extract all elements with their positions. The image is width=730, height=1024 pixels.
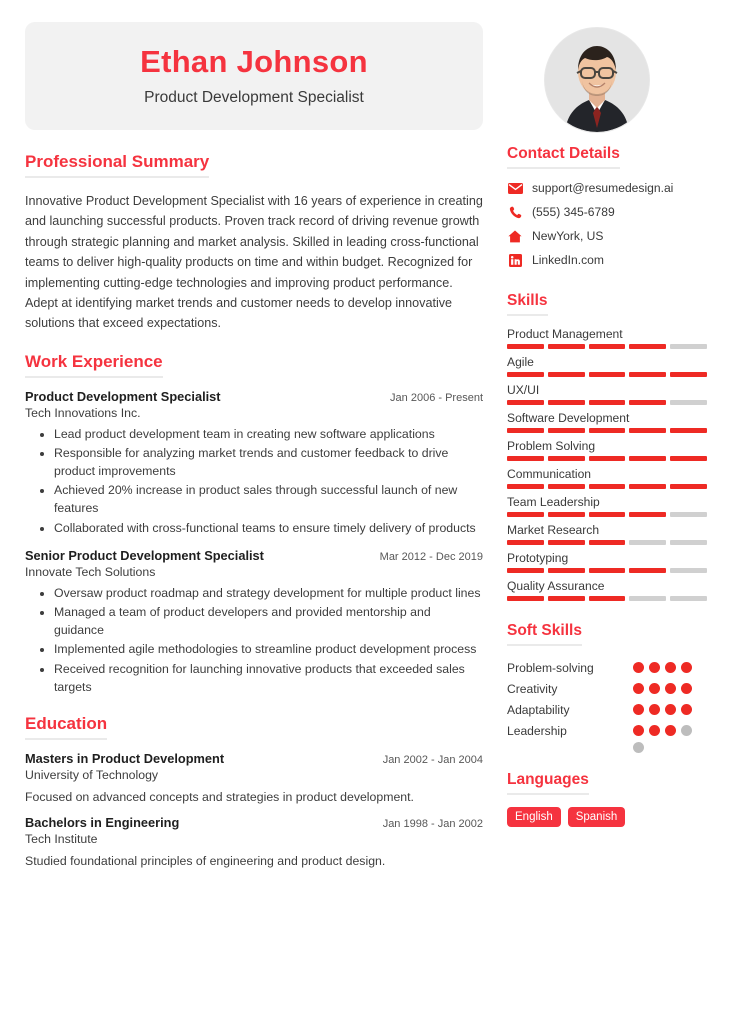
- contact-item-email[interactable]: [507, 181, 707, 195]
- skill-level-bar: [507, 484, 707, 489]
- skill-segment: [589, 484, 626, 489]
- skill-segment: [589, 456, 626, 461]
- skill-segment: [548, 596, 585, 601]
- skill-level-bar: [507, 344, 707, 349]
- skill-label: Communication: [507, 467, 592, 481]
- section-heading-languages: Languages: [507, 771, 589, 795]
- skill-item: [507, 355, 707, 377]
- skill-segment: [670, 540, 707, 545]
- contact-item-phone[interactable]: [507, 205, 707, 219]
- section-contact-details: [507, 145, 707, 267]
- soft-skill-rating: [633, 662, 707, 673]
- skill-item: [507, 383, 707, 405]
- work-entry-org: Innovate Tech Solutions: [25, 564, 156, 579]
- section-professional-summary: [25, 152, 483, 334]
- rating-dot: [633, 683, 644, 694]
- section-soft-skills: [507, 622, 707, 753]
- work-entry-date: Mar 2012 - Dec 2019: [379, 550, 483, 563]
- education-entry-title: Masters in Product Development: [25, 750, 225, 766]
- education-entry-date: Jan 2002 - Jan 2004: [382, 753, 483, 766]
- skill-segment: [589, 428, 626, 433]
- skill-segment: [507, 456, 544, 461]
- profile-photo-icon: [545, 28, 649, 132]
- section-languages: [507, 771, 707, 827]
- skill-segment: [507, 372, 544, 377]
- skill-level-bar: [507, 540, 707, 545]
- rating-dot: [649, 725, 660, 736]
- soft-skill-item: [507, 699, 707, 720]
- rating-dot: [633, 662, 644, 673]
- skill-segment: [670, 484, 707, 489]
- list-item: • Implemented agile methodologies to streamline product development process: [54, 640, 483, 658]
- skill-segment: [589, 400, 626, 405]
- work-entry: [25, 548, 483, 696]
- skill-segment: [589, 512, 626, 517]
- skill-segment: [589, 540, 626, 545]
- skill-segment: [507, 428, 544, 433]
- skill-segment: [507, 484, 544, 489]
- contact-phone-text: (555) 345-6789: [532, 205, 615, 219]
- skill-segment: [629, 512, 666, 517]
- skill-segment: [548, 512, 585, 517]
- work-entry-title: Senior Product Development Specialist: [25, 547, 264, 563]
- list-item: • Managed a team of product developers and provided mentorship and guidance: [54, 603, 483, 639]
- education-entry: [25, 815, 483, 868]
- skill-segment: [507, 344, 544, 349]
- rating-dot: [681, 704, 692, 715]
- job-title: Product Development Specialist: [144, 88, 364, 106]
- skill-segment: [548, 540, 585, 545]
- soft-skill-rating: [633, 704, 707, 715]
- skill-segment: [670, 512, 707, 517]
- phone-icon: [507, 205, 523, 219]
- work-entry-header: [25, 548, 483, 563]
- contact-location-text: NewYork, US: [532, 229, 604, 243]
- section-education: [25, 714, 483, 868]
- skill-item: [507, 523, 707, 545]
- section-heading-contact: Contact Details: [507, 145, 620, 169]
- skill-segment: [629, 400, 666, 405]
- skill-segment: [548, 400, 585, 405]
- skill-item: [507, 439, 707, 461]
- work-entry-header: [25, 389, 483, 404]
- education-entry-title: Bachelors in Engineering: [25, 814, 180, 830]
- skill-segment: [629, 456, 666, 461]
- skill-segment: [589, 344, 626, 349]
- rating-dot: [633, 725, 644, 736]
- soft-skill-item: [507, 720, 707, 741]
- soft-skill-label: Leadership: [507, 723, 567, 738]
- rating-dot: [665, 662, 676, 673]
- work-entry-bullets: [42, 584, 483, 696]
- work-entry-date: Jan 2006 - Present: [390, 391, 483, 404]
- rating-dot: [665, 725, 676, 736]
- skill-label: Agile: [507, 355, 534, 369]
- soft-skill-rating: [633, 683, 707, 694]
- skill-segment: [548, 372, 585, 377]
- skill-segment: [629, 484, 666, 489]
- skills-list: [507, 327, 707, 601]
- skill-segment: [629, 372, 666, 377]
- rating-dot: [681, 725, 692, 736]
- skill-segment: [507, 596, 544, 601]
- education-entry: [25, 751, 483, 804]
- skill-item: [507, 467, 707, 489]
- soft-skills-list: [507, 657, 707, 753]
- contact-list: [507, 181, 707, 267]
- section-heading-skills: Skills: [507, 292, 548, 316]
- linkedin-icon: [507, 253, 523, 267]
- list-item: • Oversaw product roadmap and strategy development for multiple product lines: [54, 584, 483, 602]
- contact-item-linkedin[interactable]: [507, 253, 707, 267]
- skill-label: UX/UI: [507, 383, 540, 397]
- sidebar-column: [507, 145, 707, 830]
- skill-label: Prototyping: [507, 551, 569, 565]
- skill-item: [507, 495, 707, 517]
- skill-label: Problem Solving: [507, 439, 596, 453]
- skill-segment: [589, 596, 626, 601]
- soft-skill-rating-overflow: [633, 742, 707, 753]
- rating-dot: [681, 662, 692, 673]
- skill-segment: [629, 540, 666, 545]
- skill-item: [507, 411, 707, 433]
- work-entry: [25, 389, 483, 537]
- rating-dot: [665, 683, 676, 694]
- skill-segment: [629, 428, 666, 433]
- rating-dot: [633, 704, 644, 715]
- skill-segment: [548, 344, 585, 349]
- skill-segment: [589, 372, 626, 377]
- skill-segment: [507, 400, 544, 405]
- section-heading-summary: Professional Summary: [25, 152, 209, 178]
- languages-list: [507, 807, 707, 827]
- skill-level-bar: [507, 400, 707, 405]
- soft-skill-item: [507, 657, 707, 678]
- skill-segment: [507, 568, 544, 573]
- skill-segment: [548, 456, 585, 461]
- language-badge: Spanish: [568, 807, 626, 827]
- rating-dot: [633, 742, 644, 753]
- work-entry-org: Tech Innovations Inc.: [25, 405, 141, 420]
- skill-item: [507, 327, 707, 349]
- soft-skill-label: Creativity: [507, 681, 558, 696]
- section-heading-education: Education: [25, 714, 107, 740]
- skill-segment: [507, 540, 544, 545]
- work-entry-bullets: [42, 425, 483, 537]
- skill-level-bar: [507, 596, 707, 601]
- contact-linkedin-text: LinkedIn.com: [532, 253, 604, 267]
- education-entry-description: Studied foundational principles of engineering and product design.: [25, 853, 386, 868]
- skill-segment: [629, 568, 666, 573]
- envelope-icon: [507, 181, 523, 195]
- skill-level-bar: [507, 568, 707, 573]
- list-item: • Responsible for analyzing market trends and customer feedback to drive product improvements: [54, 444, 483, 480]
- section-work-experience: [25, 352, 483, 696]
- education-entry-org: University of Technology: [25, 767, 159, 782]
- skill-segment: [670, 344, 707, 349]
- contact-email-text: support@resumedesign.ai: [532, 181, 674, 195]
- skill-label: Product Management: [507, 327, 623, 341]
- education-entry-description: Focused on advanced concepts and strategies in product development.: [25, 789, 414, 804]
- rating-dot: [649, 662, 660, 673]
- skill-label: Quality Assurance: [507, 579, 605, 593]
- list-item: • Received recognition for launching innovative products that exceeded sales targets: [54, 660, 483, 696]
- education-entry-org: Tech Institute: [25, 831, 98, 846]
- summary-text: Innovative Product Development Specialist with 16 years of experience in creating and launching successful products. Proven track record of driving revenue growth through strategic planning and market analysis. Skilled in leading cross-functional teams to deliver high-quality products on time and within budget. Recognized for implementing cutting-edge technologies and improving product performance. Adept at identifying market trends and customer needs to develop innovative solutions that exceed expectations.: [25, 194, 483, 331]
- rating-dot: [649, 704, 660, 715]
- list-item: • Achieved 20% increase in product sales through successful launch of new features: [54, 481, 483, 517]
- education-entry-header: [25, 815, 483, 830]
- education-entry-header: [25, 751, 483, 766]
- rating-dot: [665, 704, 676, 715]
- skill-segment: [670, 372, 707, 377]
- main-column: [25, 152, 483, 871]
- soft-skill-item: [507, 678, 707, 699]
- skill-segment: [670, 428, 707, 433]
- list-item: • Collaborated with cross-functional teams to ensure timely delivery of products: [54, 519, 483, 537]
- rating-dot: [681, 683, 692, 694]
- skill-segment: [670, 596, 707, 601]
- avatar: [545, 28, 649, 132]
- skill-segment: [629, 344, 666, 349]
- skill-label: Market Research: [507, 523, 600, 537]
- skill-level-bar: [507, 456, 707, 461]
- soft-skill-label: Adaptability: [507, 702, 570, 717]
- skill-segment: [670, 568, 707, 573]
- skill-segment: [629, 596, 666, 601]
- skill-level-bar: [507, 512, 707, 517]
- section-skills: [507, 292, 707, 601]
- section-heading-soft-skills: Soft Skills: [507, 622, 582, 646]
- skill-item: [507, 551, 707, 573]
- page-title: Ethan Johnson: [140, 44, 368, 80]
- skill-item: [507, 579, 707, 601]
- skill-segment: [548, 428, 585, 433]
- header-name-block: [25, 22, 483, 130]
- skill-segment: [670, 456, 707, 461]
- soft-skill-label: Problem-solving: [507, 660, 594, 675]
- contact-item-location[interactable]: [507, 229, 707, 243]
- list-item: • Lead product development team in creating new software applications: [54, 425, 483, 443]
- work-entry-title: Product Development Specialist: [25, 388, 221, 404]
- skill-level-bar: [507, 428, 707, 433]
- home-icon: [507, 229, 523, 243]
- skill-segment: [548, 568, 585, 573]
- skill-segment: [589, 568, 626, 573]
- skill-label: Software Development: [507, 411, 630, 425]
- skill-segment: [670, 400, 707, 405]
- soft-skill-rating: [633, 725, 707, 736]
- skill-segment: [548, 484, 585, 489]
- language-badge: English: [507, 807, 561, 827]
- section-heading-work: Work Experience: [25, 352, 163, 378]
- skill-segment: [507, 512, 544, 517]
- rating-dot: [649, 683, 660, 694]
- education-entry-date: Jan 1998 - Jan 2002: [382, 817, 483, 830]
- skill-level-bar: [507, 372, 707, 377]
- skill-label: Team Leadership: [507, 495, 600, 509]
